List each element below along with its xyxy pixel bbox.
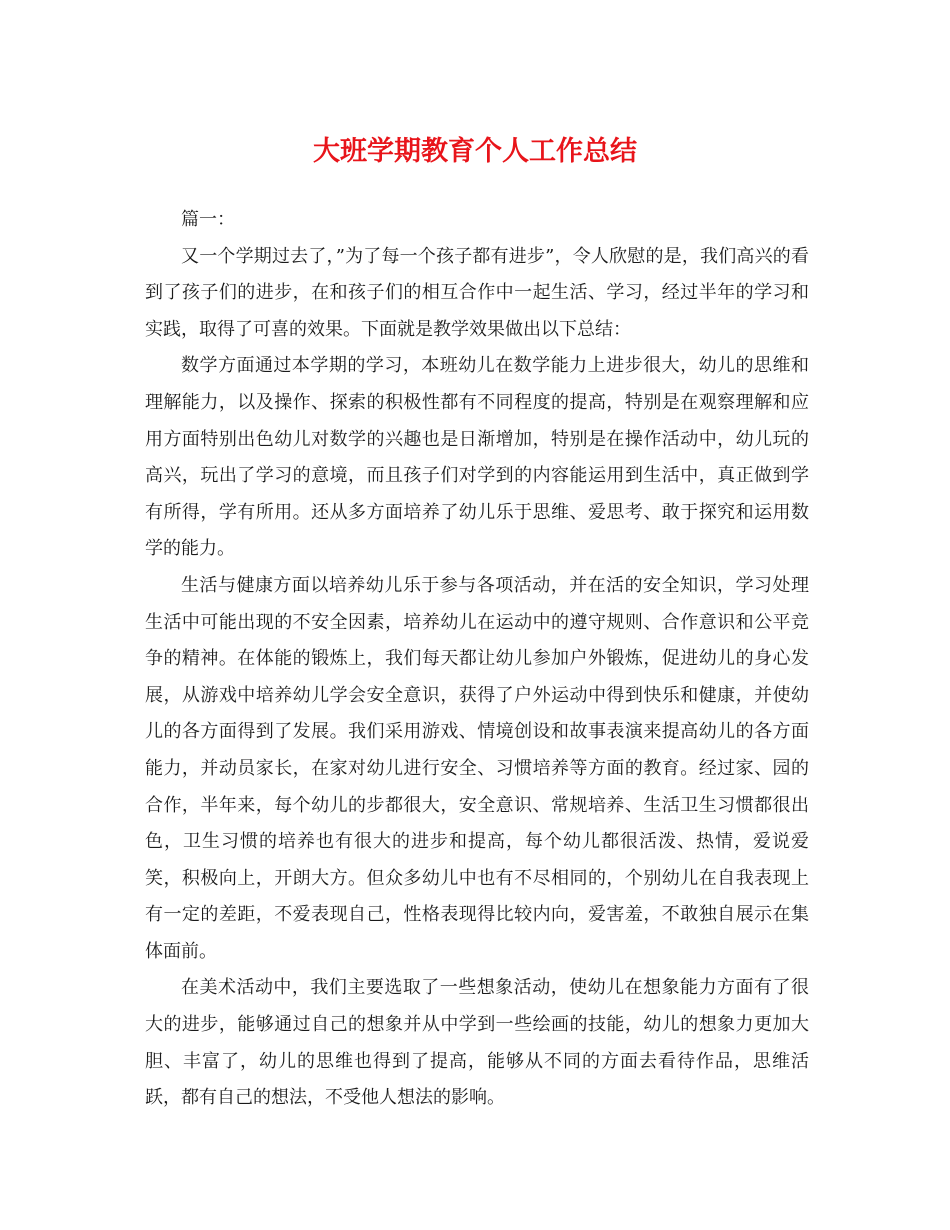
paragraph-health: 生活与健康方面以培养幼儿乐于参与各项活动，并在活的安全知识，学习处理生活中可能出现的不安全因素，培养幼儿在运动中的遵守规则、合作意识和公平竞争的精神。在体能的锻炼上，我们每天都让幼儿参加户外锻炼，促进幼儿的身心发展，从游戏中培养幼儿学会安全意识，获得了户外运动中得到快乐和健康，并使幼儿的各方面得到了发展。我们采用游戏、情境创设和故事表演来提高幼儿的各方面能力，并动员家长，在家对幼儿进行安全、习惯培养等方面的教育。经过家、园的合作，半年来，每个幼儿的步都很大，安全意识、常规培养、生活卫生习惯都很出色，卫生习惯的培养也有很大的进步和提高，每个幼儿都很活泼、热情，爱说爱笑，积极向上，开朗大方。但众多幼儿中也有不尽相同的，个别幼儿在自我表现上有一定的差距，不爱表现自己，性格表现得比较内向，爱害羞，不敢独自展示在集体面前。	[145, 574, 809, 962]
paragraph-math: 数学方面通过本学期的学习，本班幼儿在数学能力上进步很大，幼儿的思维和理解能力，以及操作、探索的积极性都有不同程度的提高，特别是在观察理解和应用方面特别出色幼儿对数学的兴趣也是日渐增加，特别是在操作活动中，幼儿玩的高兴，玩出了学习的意境，而且孩子们对学到的内容能运用到生活中，真正做到学有所得，学有所用。还从多方面培养了幼儿乐于思维、爱思考、敢于探究和运用数学的能力。	[145, 355, 809, 560]
section-label: 篇一：	[181, 209, 235, 230]
document-title: 大班学期教育个人工作总结	[313, 136, 637, 167]
document-body	[145, 202, 809, 1117]
paragraph-intro: 又一个学期过去了，”为了每一个孩子都有进步”，令人欣慰的是，我们高兴的看到了孩子们的进步，在和孩子们的相互合作中一起生活、学习，经过半年的学习和实践，取得了可喜的效果。下面就是教学效果做出以下总结：	[145, 245, 809, 340]
paragraph-art: 在美术活动中，我们主要选取了一些想象活动，使幼儿在想象能力方面有了很大的进步，能够通过自己的想象并从中学到一些绘画的技能，幼儿的想象力更加大胆、丰富了，幼儿的思维也得到了提高，能够从不同的方面去看待作品，思维活跃，都有自己的想法，不受他人想法的影响。	[145, 977, 809, 1109]
